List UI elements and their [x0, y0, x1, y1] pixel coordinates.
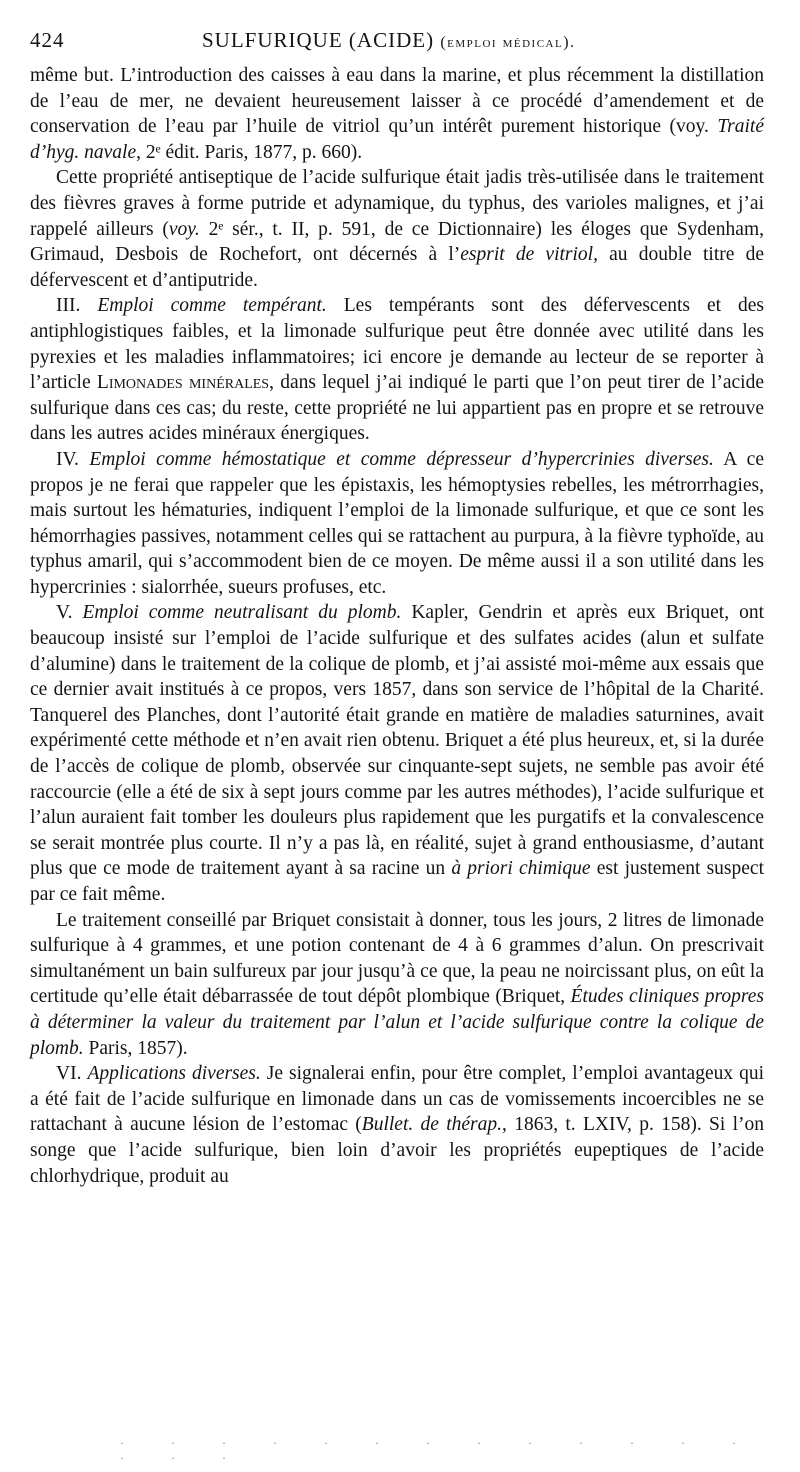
section-heading: Applications diverses.	[87, 1063, 261, 1085]
section-vi	[30, 1061, 764, 1189]
text-span: Je signalerai enfin, pour être complet, l’emploi avantageux qui a été fait de l’acide sulfurique en limonade dans un cas de vomissements incoercibles ne se rattachant à aucune lésion de l’estomac (	[30, 1063, 765, 1136]
text-span: Cette propriété antiseptique de l’acide sulfurique était jadis très-utilisée dans le traitement des fièvres graves à forme putride et adynamique, du typhus, des varioles malignes, et j’ai rappelé ailleurs (	[30, 167, 764, 240]
paragraph-1	[30, 63, 764, 165]
section-heading: Emploi comme neutralisant du plomb.	[82, 602, 402, 624]
section-heading: Emploi comme tempérant.	[97, 295, 327, 317]
text-span: Le traitement conseillé par Briquet consistait à donner, tous les jours, 2 litres de limonade sulfurique à 4 grammes, et une potion contenant de 4 à 6 grammes d’alun. On prescrivait simultanément un bain sulfureux par jour jusqu’à ce que, la peau ne noircissant plus, on eût la certitude qu’elle était débarrassée de tout dépôt plombique (Briquet,	[30, 909, 764, 1008]
section-heading: Emploi comme hémostatique et comme dépresseur d’hypercrinies diverses.	[89, 448, 714, 470]
section-number: IV.	[56, 448, 90, 470]
text-span: , 1863, t. LXIV, p. 158). Si l’on songe que l’acide sulfurique, bien loin d’avoir les propriétés eupeptiques de l’acide chlorhydrique, produit au	[30, 1114, 764, 1187]
section-number: VI.	[56, 1063, 88, 1085]
italic-span: Études cliniques propres à déterminer la valeur du traitement par l’alun et l’acide sulfurique contre la colique de plomb.	[30, 986, 764, 1059]
italic-span: à priori chimique	[451, 858, 591, 880]
bleed-through-marks: · · · · · · · · · · · · · · · ·	[120, 1436, 758, 1465]
text-span: A ce propos je ne ferai que rappeler que les épistaxis, les hémoptysies rebelles, les métrorrhagies, mais surtout les hématuries, indiquent l’emploi de la limonade sulfurique, et que ce sont les hémorrhagies passives, notamment celles qui se rattachent au purpura, à la fièvre typhoïde, au typhus amaril, qui s’accommodent bien de ce moyen. De même aussi il a son utilité dans les hypercrinies : sialorrhée, sueurs profuses, etc.	[30, 448, 764, 598]
running-title-subtitle: (emploi médical).	[440, 34, 576, 51]
text-span: Paris, 1857).	[83, 1037, 188, 1059]
italic-span: Traité d’hyg. navale	[30, 116, 764, 163]
running-title-main: SULFURIQUE (ACIDE)	[202, 28, 435, 52]
paragraph-treatment	[30, 908, 764, 1062]
page-number: 424	[30, 28, 65, 52]
section-number: V.	[56, 602, 83, 624]
text-span: Kapler, Gendrin et après eux Briquet, ont beaucoup insisté sur l’emploi de l’acide sulfurique et des sulfates acides (alun et sulfate d’alumine) dans le traitement de la colique de plomb, et j’ai assisté moi-même aux essais que ce dernier avait institués à ce propos, vers 1857, dans son service de l’hôpital de la Charité. Tanquerel des Planches, dont l’autorité était grande en matière de maladies saturnines, avait expérimenté cette méthode et n’en avait rien obtenu. Briquet a été plus heureux, et, si la durée de l’accès de colique de plomb, observée sur cinquante-sept sujets, ne semble pas avoir été raccourcie (elle a été de six à sept jours comme par les autres méthodes), l’acide sulfurique et l’alun auraient fait tomber les douleurs plus rapidement que les purgatifs et la convalescence se serait montrée plus courte. Il n’y a pas là, en réalité, sujet à grand enthousiasme, d’autant plus que ce mode de traitement ayant à sa racine un	[30, 602, 764, 880]
text-span: au double titre de défervescent et d’antiputride.	[30, 244, 764, 291]
section-iii	[30, 293, 764, 447]
text-span: même but. L’introduction des caisses à eau dans la marine, et plus récemment la distillation de l’eau de mer, ne devaient heureusement laisser à ce procédé d’amendement et de conservation de l’eau par l’huile de vitriol qu’un intérêt purement historique (voy.	[30, 65, 764, 138]
section-iv	[30, 447, 764, 601]
paragraph-2	[30, 165, 764, 293]
text-span: , 2ᵉ édit. Paris, 1877, p. 660).	[136, 141, 363, 163]
italic-span: esprit de vitriol,	[460, 244, 598, 266]
running-title	[202, 28, 576, 53]
section-v	[30, 600, 764, 907]
page-body	[30, 63, 764, 1189]
text-span: Les tempérants sont des défervescents et des antiphlogistiques faibles, et la limonade sulfurique peut être donnée avec utilité dans les pyrexies et les maladies inflammatoires; ici encore je demande au lecteur de se reporter à l’article	[30, 295, 765, 394]
section-number: III.	[56, 295, 98, 317]
text-span: est justement suspect par ce fait même.	[30, 858, 765, 905]
text-span: , dans lequel j’ai indiqué le parti que l’on peut tirer de l’acide sulfurique dans ces cas; du reste, cette propriété ne lui appartient pas en propre et se retrouve dans les autres acides minéraux énergiques.	[30, 372, 764, 445]
cross-reference: Limonades minérales	[96, 372, 270, 394]
text-span: 2ᵉ sér., t. II, p. 591, de ce Dictionnaire) les éloges que Sydenham, Grimaud, Desbois de Rochefort, ont décernés à l’	[30, 218, 764, 266]
italic-span: voy.	[168, 218, 200, 240]
page-header	[30, 28, 764, 62]
italic-span: Bullet. de thérap.	[361, 1114, 503, 1136]
